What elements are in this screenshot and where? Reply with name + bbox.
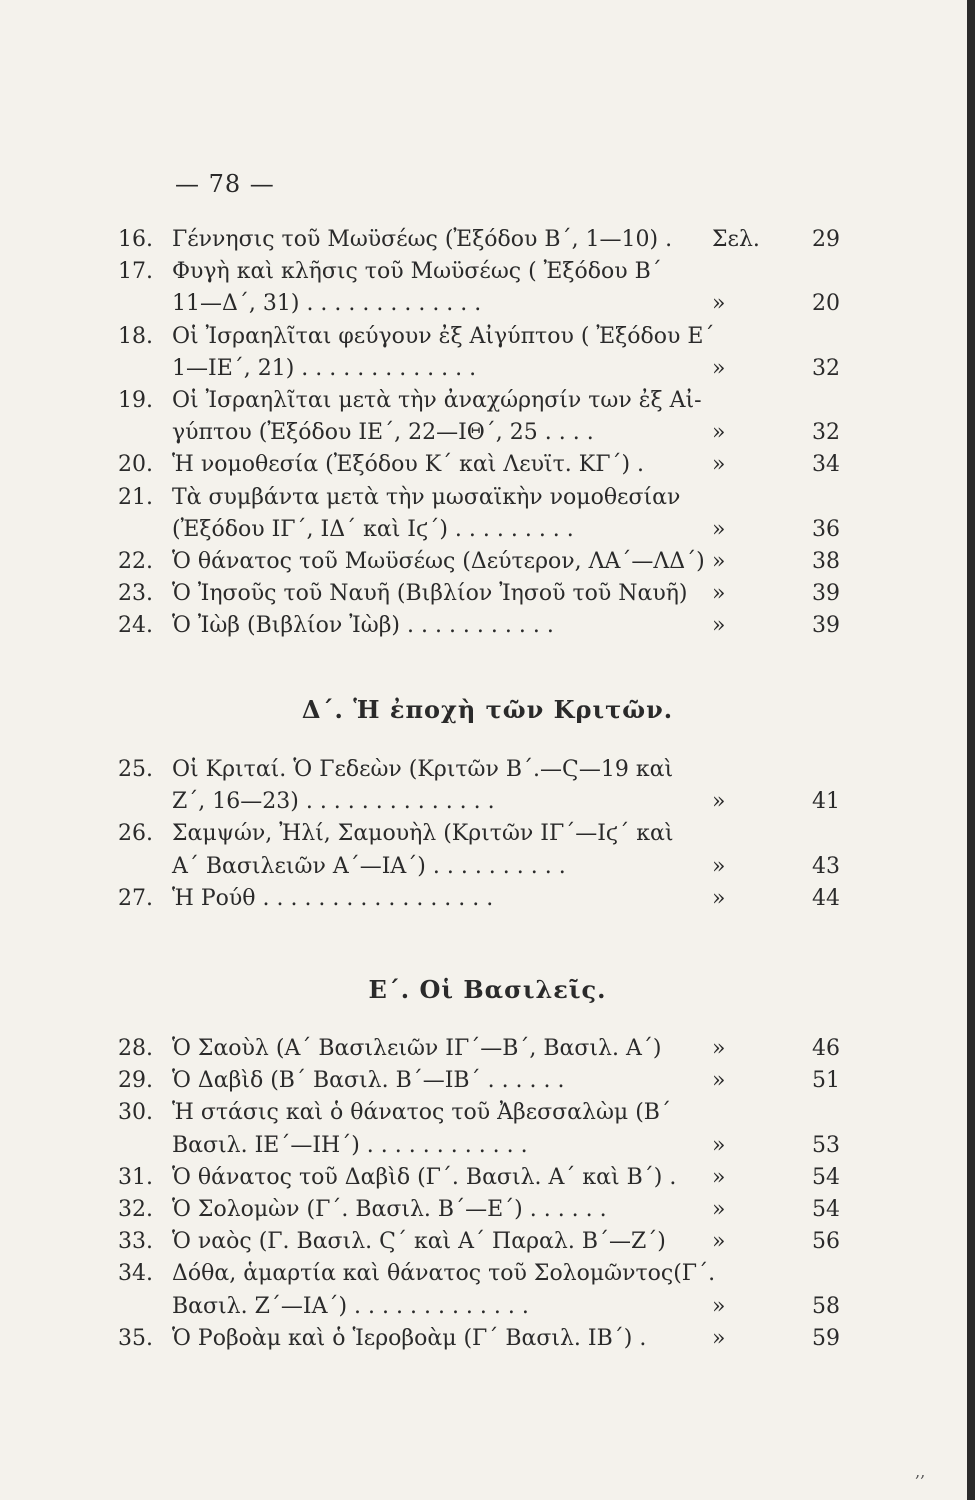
- entry-number: 27.: [118, 885, 153, 911]
- entry-number: 21.: [118, 484, 153, 510]
- entry-number: 22.: [118, 549, 153, 574]
- toc-entry-line: [0, 288, 975, 320]
- toc-entry-line: [0, 546, 975, 578]
- entry-page-number: 46: [812, 1036, 840, 1061]
- toc-entry-line: [0, 1130, 975, 1162]
- section-heading-d: Δ΄. Ἡ ἐποχὴ τῶν Κριτῶν.: [301, 695, 674, 724]
- entry-page-number: 51: [812, 1068, 840, 1094]
- entry-number: 25.: [118, 757, 153, 782]
- entry-text: Ὁ Ροβοὰμ καὶ ὁ Ἱεροβοὰμ (Γ΄ Βασιλ. ΙΒ΄) .: [172, 1325, 647, 1351]
- entry-number: 26.: [118, 821, 153, 847]
- entry-page-number: 43: [812, 853, 840, 879]
- entry-page-label: »: [712, 613, 726, 639]
- entry-page-number: 39: [812, 581, 840, 607]
- section-heading-e: Ε΄. Οἱ Βασιλεῖς.: [368, 975, 607, 1004]
- entry-page-number: 38: [812, 549, 840, 574]
- toc-entry-line: [0, 786, 975, 818]
- entry-page-label: »: [712, 853, 726, 879]
- entry-text: Ὁ Σολομὼν (Γ΄. Βασιλ. Β΄—Ε΄) . . . . . .: [172, 1197, 607, 1222]
- entry-page-number: 54: [812, 1164, 840, 1190]
- entry-number: 18.: [118, 323, 153, 349]
- entry-page-label: »: [712, 549, 726, 574]
- toc-entry-line: [0, 851, 975, 883]
- toc-entry-line: [0, 417, 975, 449]
- entry-page-number: 20: [812, 291, 840, 317]
- entry-text: (Ἐξόδου ΙΓ΄, ΙΔ΄ καὶ Ιϛ΄) . . . . . . . . .: [172, 516, 574, 542]
- entry-page-label: »: [712, 355, 726, 381]
- entry-page-number: 54: [812, 1197, 840, 1222]
- entry-text: Ὁ Ἰησοῦς τοῦ Ναυῆ (Βιβλίον Ἰησοῦ τοῦ Ναυῆ): [172, 581, 688, 607]
- entry-page-number: 39: [812, 613, 840, 639]
- entry-page-label: »: [712, 516, 726, 542]
- entry-text: Βασιλ. Ζ΄—ΙΑ΄) . . . . . . . . . . . . .: [172, 1293, 529, 1319]
- toc-entry-line: [0, 1097, 975, 1129]
- entry-page-number: 59: [812, 1325, 840, 1351]
- entry-text: Δόθα, ἁμαρτία καὶ θάνατος τοῦ Σολομῶντος(Γ΄.: [172, 1261, 716, 1287]
- entry-text: 11—Δ΄, 31) . . . . . . . . . . . . .: [172, 291, 482, 317]
- entry-text: Γέννησις τοῦ Μωϋσέως (Ἐξόδου Β΄, 1—10) .: [172, 227, 673, 252]
- toc-entry-line: [0, 1258, 975, 1290]
- entry-page-label: Σελ.: [712, 227, 760, 252]
- entry-page-label: »: [712, 885, 726, 911]
- entry-page-label: »: [712, 1229, 726, 1255]
- toc-entry-line: [0, 224, 975, 256]
- toc-entry-line: [0, 1291, 975, 1323]
- entry-text: Βασιλ. ΙΕ΄—ΙΗ΄) . . . . . . . . . . . .: [172, 1132, 528, 1158]
- entry-text: Ὁ Ἰὼβ (Βιβλίον Ἰὼβ) . . . . . . . . . . .: [172, 613, 554, 639]
- entry-number: 23.: [118, 581, 153, 607]
- corner-mark: ‚‚: [915, 1462, 926, 1481]
- entry-text: Ζ΄, 16—23) . . . . . . . . . . . . . .: [172, 789, 495, 815]
- toc-entry-line: [0, 578, 975, 610]
- entry-page-number: 34: [812, 452, 840, 478]
- toc-entry-line: [0, 1065, 975, 1097]
- entry-text: Σαμψών, Ἠλί, Σαμουὴλ (Κριτῶν ΙΓ΄—Ιϛ΄ καὶ: [172, 821, 674, 847]
- entry-page-number: 53: [812, 1132, 840, 1158]
- entry-text: Ἡ νομοθεσία (Ἐξόδου Κ΄ καὶ Λευϊτ. ΚΓ΄) .: [172, 452, 645, 478]
- entry-number: 30.: [118, 1100, 153, 1126]
- entry-page-label: »: [712, 581, 726, 607]
- entry-text: Φυγὴ καὶ κλῆσις τοῦ Μωϋσέως ( Ἐξόδου Β΄: [172, 259, 662, 285]
- entry-number: 35.: [118, 1325, 153, 1351]
- toc-entry-line: [0, 1323, 975, 1355]
- entry-number: 31.: [118, 1164, 153, 1190]
- entry-text: Οἱ Ἰσραηλῖται μετὰ τὴν ἀναχώρησίν των ἐξ Αἰ-: [172, 388, 702, 413]
- page-number: — 78 —: [175, 170, 275, 198]
- entry-page-number: 36: [812, 516, 840, 542]
- entry-page-label: »: [712, 1164, 726, 1190]
- entry-number: 16.: [118, 227, 153, 252]
- entry-page-number: 58: [812, 1293, 840, 1319]
- entry-text: Οἱ Κριταί. Ὁ Γεδεὼν (Κριτῶν Β΄.—Ϛ—19 καὶ: [172, 757, 674, 782]
- entry-text: Οἱ Ἰσραηλῖται φεύγουν ἐξ Αἰγύπτου ( Ἐξόδου Ε΄: [172, 323, 715, 349]
- entry-page-number: 32: [812, 355, 840, 381]
- entry-number: 24.: [118, 613, 153, 639]
- toc-entry-line: [0, 385, 975, 417]
- toc-entry-line: [0, 353, 975, 385]
- entry-page-number: 41: [812, 789, 840, 815]
- entry-page-label: »: [712, 789, 726, 815]
- entry-page-label: »: [712, 452, 726, 478]
- toc-entry-line: [0, 321, 975, 353]
- entry-number: 33.: [118, 1229, 153, 1255]
- entry-page-number: 29: [812, 227, 840, 252]
- entry-text: Α΄ Βασιλειῶν Α΄—ΙΑ΄) . . . . . . . . . .: [172, 853, 566, 879]
- entry-page-label: »: [712, 291, 726, 317]
- entry-text: Ὁ θάνατος τοῦ Μωϋσέως (Δεύτερον, ΛΑ΄—ΛΔ΄): [172, 549, 705, 574]
- entry-number: 28.: [118, 1036, 153, 1061]
- toc-entry-line: [0, 610, 975, 642]
- entry-number: 19.: [118, 388, 153, 413]
- toc-entry-line: [0, 256, 975, 288]
- toc-entry-line: [0, 1162, 975, 1194]
- entry-page-label: »: [712, 1293, 726, 1319]
- entry-page-number: 32: [812, 420, 840, 446]
- entry-page-number: 44: [812, 885, 840, 911]
- toc-entry-line: [0, 514, 975, 546]
- entry-text: Ὁ Σαοὺλ (Α΄ Βασιλειῶν ΙΓ΄—Β΄, Βασιλ. Α΄): [172, 1036, 662, 1061]
- entry-number: 17.: [118, 259, 153, 285]
- entry-number: 29.: [118, 1068, 153, 1094]
- entry-page-label: »: [712, 1325, 726, 1351]
- entry-text: Ὁ ναὸς (Γ. Βασιλ. Ϛ΄ καὶ Α΄ Παραλ. Β΄—Ζ΄): [172, 1229, 666, 1255]
- toc-entry-line: [0, 1226, 975, 1258]
- entry-text: Τὰ συμβάντα μετὰ τὴν μωσαϊκὴν νομοθεσίαν: [172, 484, 681, 510]
- entry-page-label: »: [712, 1197, 726, 1222]
- entry-page-number: 56: [812, 1229, 840, 1255]
- entry-page-label: »: [712, 420, 726, 446]
- entry-page-label: »: [712, 1068, 726, 1094]
- entry-number: 34.: [118, 1261, 153, 1287]
- toc-entry-line: [0, 818, 975, 850]
- entry-number: 32.: [118, 1197, 153, 1222]
- entry-text: 1—ΙΕ΄, 21) . . . . . . . . . . . . .: [172, 355, 477, 381]
- toc-entry-line: [0, 449, 975, 481]
- entry-page-label: »: [712, 1036, 726, 1061]
- entry-text: γύπτου (Ἐξόδου ΙΕ΄, 22—ΙΘ΄, 25 . . . .: [172, 420, 594, 446]
- entry-text: Ὁ θάνατος τοῦ Δαβὶδ (Γ΄. Βασιλ. Α΄ καὶ Β΄) .: [172, 1164, 677, 1190]
- toc-entry-line: [0, 754, 975, 786]
- entry-text: Ἡ Ρούθ . . . . . . . . . . . . . . . . .: [172, 885, 494, 911]
- toc-entry-line: [0, 1033, 975, 1065]
- toc-entry-line: [0, 482, 975, 514]
- toc-entry-line: [0, 883, 975, 915]
- entry-page-label: »: [712, 1132, 726, 1158]
- entry-text: Ἡ στάσις καὶ ὁ θάνατος τοῦ Ἀβεσσαλὼμ (Β΄: [172, 1100, 671, 1126]
- toc-entry-line: [0, 1194, 975, 1226]
- entry-text: Ὁ Δαβὶδ (Β΄ Βασιλ. Β΄—ΙΒ΄ . . . . . .: [172, 1068, 565, 1094]
- entry-number: 20.: [118, 452, 153, 478]
